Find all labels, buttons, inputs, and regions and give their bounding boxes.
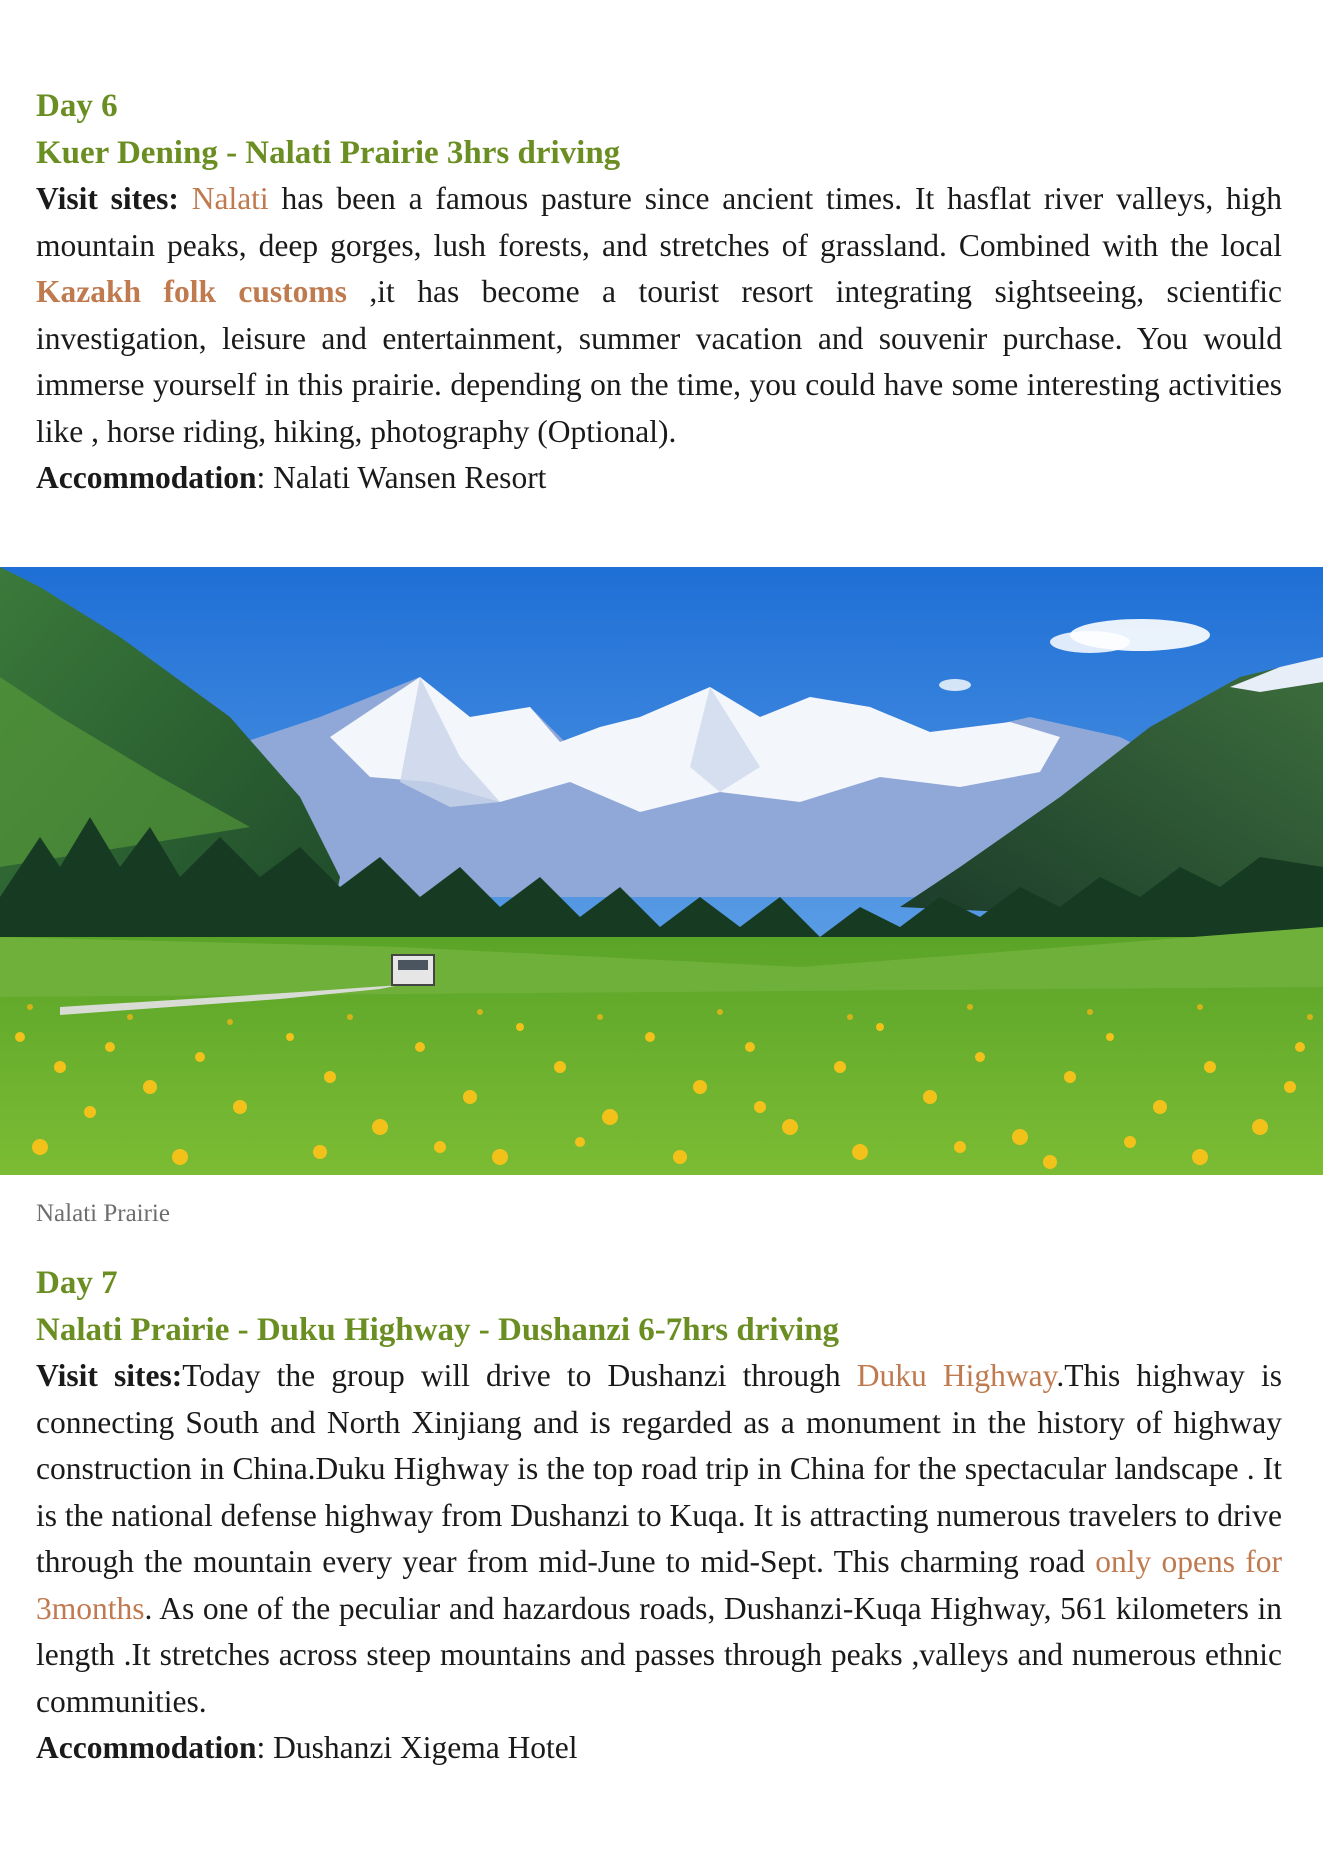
day6-visit-label: Visit sites: (36, 181, 179, 216)
day6-description (36, 176, 1282, 455)
day7-text-3: . As one of the peculiar and hazardous roads, Dushanzi-Kuqa Highway, 561 kilometers in length .It stretches across steep mountains and passes through peaks ,valleys and numerous ethnic communities. (36, 1590, 1282, 1719)
day7-accommodation-value: : Dushanzi Xigema Hotel (256, 1730, 578, 1765)
duku-highlight: Duku Highway (856, 1358, 1057, 1393)
day6-accommodation (36, 455, 1282, 502)
cloud (939, 679, 971, 691)
nalati-highlight: Nalati (191, 181, 269, 216)
day6-label: Day 6 (36, 88, 118, 124)
day6-accommodation-value: : Nalati Wansen Resort (256, 460, 547, 495)
day7-accommodation-label: Accommodation (36, 1730, 257, 1765)
day7-text-2: .This highway is connecting South and North Xinjiang and is regarded as a monument in the history of highway construction in China.Duku Highway is the top road trip in China for the spectacular landscape . It is the national defense highway from Dushanzi to Kuqa. It is attracting numerous travelers to drive through the mountain every year from mid-June to mid-Sept. This charming road (36, 1358, 1282, 1579)
nalati-prairie-photo (0, 567, 1323, 1175)
photo-caption: Nalati Prairie (36, 1200, 170, 1227)
day7-description (36, 1353, 1282, 1725)
day6-route: Kuer Dening - Nalati Prairie 3hrs driving (36, 134, 621, 171)
day7-accommodation (36, 1725, 1282, 1772)
day7-visit-label: Visit sites: (36, 1358, 183, 1393)
day6-text-2: ,it has become a tourist resort integrating sightseeing, scientific investigation, leisure and entertainment, summer vacation and souvenir purchase. You would immerse yourself in this prairie. depending on the time, you could have some interesting activities like , horse riding, hiking, photography (Optional). (36, 274, 1283, 449)
day7-label: Day 7 (36, 1265, 118, 1301)
cloud (1050, 631, 1130, 653)
day7-route: Nalati Prairie - Duku Highway - Dushanzi 6-7hrs driving (36, 1311, 840, 1348)
vehicle-window (398, 960, 428, 970)
kazakh-highlight: Kazakh folk customs (36, 274, 347, 309)
opens-highlight: only opens for 3months (36, 1544, 1282, 1626)
day7-text-1: Today the group will drive to Dushanzi through (182, 1358, 857, 1393)
day7-section (36, 1260, 1282, 1772)
day6-accommodation-label: Accommodation (36, 460, 257, 495)
day6-section (36, 83, 1282, 502)
day6-text-1: has been a famous pasture since ancient times. It hasflat river valleys, high mountain peaks, deep gorges, lush forests, and stretches of grassland. Combined with the local (36, 181, 1283, 263)
